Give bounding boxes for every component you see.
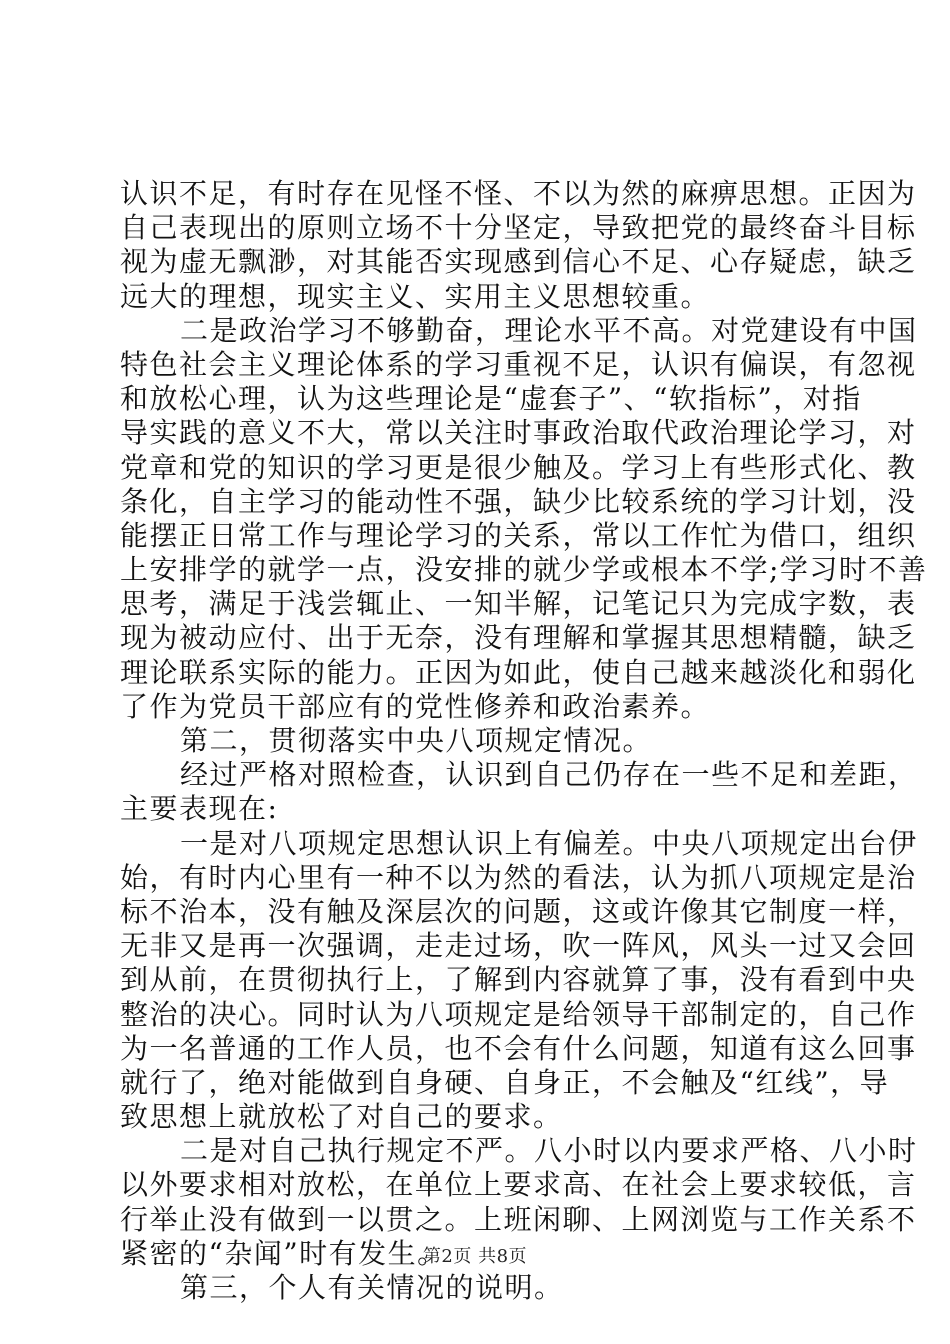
text-line: 第三，个人有关情况的说明。	[180, 1271, 564, 1304]
text-line: 整治的决心。同时认为八项规定是给领导干部制定的，自己作	[120, 997, 917, 1031]
text-line: 紧密的“杂闻”时有发生。	[120, 1236, 447, 1270]
text-line: 二是政治学习不够勤奋，理论水平不高。对党建设有中国	[180, 313, 918, 347]
text-line: 自己表现出的原则立场不十分坚定，导致把党的最终奋斗目标	[120, 211, 917, 245]
text-line: 导实践的意义不大，常以关注时事政治取代政治理论学习，对	[120, 416, 917, 450]
text-line: 二是对自己执行规定不严。八小时以内要求严格、八小时	[180, 1134, 918, 1168]
page-footer: 第2页 共8页	[422, 1246, 528, 1267]
text-line: 第二，贯彻落实中央八项规定情况。	[180, 724, 653, 757]
text-line: 条化，自主学习的能动性不强，缺少比较系统的学习计划，没	[120, 484, 917, 518]
text-line: 为一名普通的工作人员，也不会有什么问题，知道有这么回事	[120, 1031, 917, 1065]
text-line: 标不治本，没有触及深层次的问题，这或许像其它制度一样，	[120, 894, 917, 928]
document-body	[120, 177, 928, 1305]
text-line: 思考，满足于浅尝辄止、一知半解，记笔记只为完成字数，表	[120, 587, 917, 621]
text-line: 特色社会主义理论体系的学习重视不足，认识有偏误，有忽视	[120, 347, 917, 381]
text-line: 和放松心理，认为这些理论是“虚套子”、“软指标”，对指	[120, 382, 862, 416]
text-line: 现为被动应付、出于无奈，没有理解和掌握其思想精髓，缺乏	[120, 621, 917, 655]
text-line: 一是对八项规定思想认识上有偏差。中央八项规定出台伊	[180, 826, 918, 860]
text-line: 远大的理想，现实主义、实用主义思想较重。	[120, 279, 711, 313]
text-line: 始，有时内心里有一种不以为然的看法，认为抓八项规定是治	[120, 860, 917, 894]
text-line: 视为虚无飘渺，对其能否实现感到信心不足、心存疑虑，缺乏	[120, 245, 917, 279]
text-line: 党章和党的知识的学习更是很少触及。学习上有些形式化、教	[120, 450, 917, 484]
text-line: 上安排学的就学一点，没安排的就少学或根本不学;学习时不善	[120, 553, 928, 587]
text-line: 认识不足，有时存在见怪不怪、不以为然的麻痹思想。正因为	[120, 177, 917, 210]
text-line: 就行了，绝对能做到自身硬、自身正，不会触及“红线”，导	[120, 1065, 890, 1099]
text-line: 了作为党员干部应有的党性修养和政治素养。	[120, 689, 711, 723]
text-line: 经过严格对照检查，认识到自己仍存在一些不足和差距，	[180, 758, 918, 792]
text-line: 无非又是再一次强调，走走过场，吹一阵风，风头一过又会回	[120, 929, 917, 963]
text-line: 能摆正日常工作与理论学习的关系，常以工作忙为借口，组织	[120, 518, 917, 552]
text-line: 行举止没有做到一以贯之。上班闲聊、上网浏览与工作关系不	[120, 1202, 917, 1236]
text-line: 以外要求相对放松，在单位上要求高、在社会上要求较低，言	[120, 1168, 917, 1202]
text-line: 理论联系实际的能力。正因为如此，使自己越来越淡化和弱化	[120, 655, 917, 689]
text-line: 致思想上就放松了对自己的要求。	[120, 1100, 563, 1134]
text-line: 到从前，在贯彻执行上，了解到内容就算了事，没有看到中央	[120, 963, 917, 997]
text-line: 主要表现在:	[120, 792, 279, 826]
